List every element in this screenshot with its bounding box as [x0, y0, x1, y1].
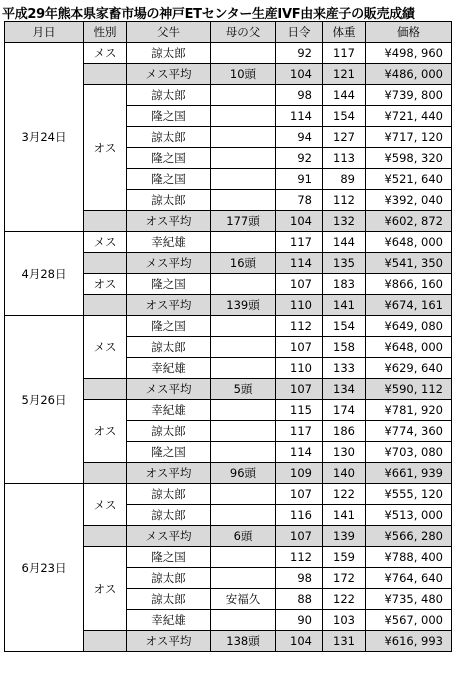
price-cell: ¥616, 993 [366, 631, 452, 652]
price-cell: ¥567, 000 [366, 610, 452, 631]
dam-sire-cell: 139頭 [211, 295, 276, 316]
weight-cell: 141 [323, 295, 366, 316]
sire-cell: 隆之国 [127, 148, 211, 169]
dam-sire-cell [211, 400, 276, 421]
sire-cell: 諒太郎 [127, 190, 211, 211]
dam-sire-cell [211, 568, 276, 589]
header-price: 価格 [366, 22, 452, 43]
sire-cell: 幸紀雄 [127, 232, 211, 253]
sire-cell: 諒太郎 [127, 505, 211, 526]
age-cell: 90 [276, 610, 323, 631]
sex-cell [84, 253, 127, 274]
weight-cell: 159 [323, 547, 366, 568]
weight-cell: 132 [323, 211, 366, 232]
sire-cell: オス平均 [127, 211, 211, 232]
price-cell: ¥629, 640 [366, 358, 452, 379]
age-cell: 107 [276, 526, 323, 547]
weight-cell: 144 [323, 85, 366, 106]
sire-cell: メス平均 [127, 253, 211, 274]
header-row [5, 22, 452, 43]
dam-sire-cell [211, 169, 276, 190]
date-cell: 6月23日 [5, 484, 84, 652]
weight-cell: 89 [323, 169, 366, 190]
dam-sire-cell [211, 484, 276, 505]
sex-cell [84, 211, 127, 232]
age-cell: 94 [276, 127, 323, 148]
header-date: 月日 [5, 22, 84, 43]
price-cell: ¥392, 040 [366, 190, 452, 211]
sex-cell: オス [84, 400, 127, 463]
sire-cell: 諒太郎 [127, 421, 211, 442]
age-cell: 98 [276, 85, 323, 106]
dam-sire-cell: 6頭 [211, 526, 276, 547]
dam-sire-cell: 16頭 [211, 253, 276, 274]
date-cell: 3月24日 [5, 43, 84, 232]
sire-cell: 諒太郎 [127, 127, 211, 148]
sales-table [4, 21, 452, 652]
sex-cell [84, 631, 127, 652]
sire-cell: メス平均 [127, 526, 211, 547]
price-cell: ¥717, 120 [366, 127, 452, 148]
price-cell: ¥674, 161 [366, 295, 452, 316]
weight-cell: 117 [323, 43, 366, 64]
dam-sire-cell: 138頭 [211, 631, 276, 652]
sire-cell: 隆之国 [127, 274, 211, 295]
dam-sire-cell: 10頭 [211, 64, 276, 85]
price-cell: ¥648, 000 [366, 232, 452, 253]
price-cell: ¥866, 160 [366, 274, 452, 295]
dam-sire-cell [211, 106, 276, 127]
dam-sire-cell [211, 421, 276, 442]
price-cell: ¥648, 000 [366, 337, 452, 358]
age-cell: 104 [276, 64, 323, 85]
age-cell: 114 [276, 106, 323, 127]
weight-cell: 154 [323, 316, 366, 337]
dam-sire-cell [211, 43, 276, 64]
sire-cell: オス平均 [127, 631, 211, 652]
dam-sire-cell [211, 148, 276, 169]
table-row [5, 43, 452, 64]
sire-cell: 諒太郎 [127, 589, 211, 610]
age-cell: 114 [276, 442, 323, 463]
age-cell: 115 [276, 400, 323, 421]
dam-sire-cell [211, 316, 276, 337]
age-cell: 107 [276, 379, 323, 400]
age-cell: 107 [276, 484, 323, 505]
dam-sire-cell [211, 274, 276, 295]
dam-sire-cell [211, 85, 276, 106]
sex-cell [84, 295, 127, 316]
price-cell: ¥602, 872 [366, 211, 452, 232]
age-cell: 104 [276, 631, 323, 652]
age-cell: 109 [276, 463, 323, 484]
weight-cell: 134 [323, 379, 366, 400]
weight-cell: 140 [323, 463, 366, 484]
price-cell: ¥555, 120 [366, 484, 452, 505]
date-cell: 5月26日 [5, 316, 84, 484]
dam-sire-cell [211, 505, 276, 526]
weight-cell: 112 [323, 190, 366, 211]
age-cell: 116 [276, 505, 323, 526]
price-cell: ¥661, 939 [366, 463, 452, 484]
sire-cell: 諒太郎 [127, 484, 211, 505]
age-cell: 91 [276, 169, 323, 190]
age-cell: 107 [276, 337, 323, 358]
weight-cell: 133 [323, 358, 366, 379]
header-sex: 性別 [84, 22, 127, 43]
price-cell: ¥486, 000 [366, 64, 452, 85]
age-cell: 92 [276, 43, 323, 64]
sire-cell: 隆之国 [127, 547, 211, 568]
sire-cell: 幸紀雄 [127, 400, 211, 421]
header-weight: 体重 [323, 22, 366, 43]
dam-sire-cell: 96頭 [211, 463, 276, 484]
table-row [5, 316, 452, 337]
price-cell: ¥498, 960 [366, 43, 452, 64]
weight-cell: 122 [323, 484, 366, 505]
weight-cell: 130 [323, 442, 366, 463]
sire-cell: メス平均 [127, 64, 211, 85]
sire-cell: メス平均 [127, 379, 211, 400]
weight-cell: 127 [323, 127, 366, 148]
sire-cell: オス平均 [127, 295, 211, 316]
weight-cell: 135 [323, 253, 366, 274]
age-cell: 98 [276, 568, 323, 589]
weight-cell: 183 [323, 274, 366, 295]
header-age: 日令 [276, 22, 323, 43]
age-cell: 117 [276, 421, 323, 442]
age-cell: 117 [276, 232, 323, 253]
sire-cell: 諒太郎 [127, 568, 211, 589]
sex-cell [84, 463, 127, 484]
age-cell: 88 [276, 589, 323, 610]
dam-sire-cell [211, 127, 276, 148]
dam-sire-cell: 177頭 [211, 211, 276, 232]
price-cell: ¥739, 800 [366, 85, 452, 106]
weight-cell: 158 [323, 337, 366, 358]
weight-cell: 122 [323, 589, 366, 610]
price-cell: ¥764, 640 [366, 568, 452, 589]
weight-cell: 131 [323, 631, 366, 652]
price-cell: ¥566, 280 [366, 526, 452, 547]
dam-sire-cell: 安福久 [211, 589, 276, 610]
dam-sire-cell [211, 232, 276, 253]
sex-cell [84, 64, 127, 85]
weight-cell: 139 [323, 526, 366, 547]
sire-cell: 諒太郎 [127, 85, 211, 106]
age-cell: 112 [276, 547, 323, 568]
dam-sire-cell [211, 610, 276, 631]
age-cell: 107 [276, 274, 323, 295]
price-cell: ¥521, 640 [366, 169, 452, 190]
date-cell: 4月28日 [5, 232, 84, 316]
weight-cell: 144 [323, 232, 366, 253]
age-cell: 112 [276, 316, 323, 337]
dam-sire-cell [211, 337, 276, 358]
sire-cell: 隆之国 [127, 442, 211, 463]
sex-cell [84, 526, 127, 547]
price-cell: ¥649, 080 [366, 316, 452, 337]
weight-cell: 121 [323, 64, 366, 85]
price-cell: ¥788, 400 [366, 547, 452, 568]
weight-cell: 186 [323, 421, 366, 442]
age-cell: 114 [276, 253, 323, 274]
sire-cell: 幸紀雄 [127, 358, 211, 379]
price-cell: ¥541, 350 [366, 253, 452, 274]
price-cell: ¥721, 440 [366, 106, 452, 127]
age-cell: 92 [276, 148, 323, 169]
dam-sire-cell: 5頭 [211, 379, 276, 400]
weight-cell: 141 [323, 505, 366, 526]
dam-sire-cell [211, 547, 276, 568]
header-sire: 父牛 [127, 22, 211, 43]
sex-cell: オス [84, 85, 127, 211]
price-cell: ¥735, 480 [366, 589, 452, 610]
sex-cell: メス [84, 232, 127, 253]
weight-cell: 172 [323, 568, 366, 589]
sire-cell: 隆之国 [127, 316, 211, 337]
age-cell: 110 [276, 358, 323, 379]
price-cell: ¥774, 360 [366, 421, 452, 442]
sire-cell: 諒太郎 [127, 43, 211, 64]
dam-sire-cell [211, 358, 276, 379]
age-cell: 110 [276, 295, 323, 316]
weight-cell: 154 [323, 106, 366, 127]
sex-cell [84, 379, 127, 400]
price-cell: ¥598, 320 [366, 148, 452, 169]
sex-cell: メス [84, 43, 127, 64]
sire-cell: 諒太郎 [127, 337, 211, 358]
weight-cell: 174 [323, 400, 366, 421]
price-cell: ¥781, 920 [366, 400, 452, 421]
sire-cell: 隆之国 [127, 106, 211, 127]
price-cell: ¥703, 080 [366, 442, 452, 463]
dam-sire-cell [211, 442, 276, 463]
price-cell: ¥590, 112 [366, 379, 452, 400]
age-cell: 104 [276, 211, 323, 232]
sire-cell: 幸紀雄 [127, 610, 211, 631]
dam-sire-cell [211, 190, 276, 211]
weight-cell: 113 [323, 148, 366, 169]
age-cell: 78 [276, 190, 323, 211]
price-cell: ¥513, 000 [366, 505, 452, 526]
sex-cell: メス [84, 316, 127, 379]
sire-cell: 隆之国 [127, 169, 211, 190]
sire-cell: オス平均 [127, 463, 211, 484]
sex-cell: オス [84, 547, 127, 631]
weight-cell: 103 [323, 610, 366, 631]
table-row [5, 232, 452, 253]
sex-cell: オス [84, 274, 127, 295]
page-title: 平成29年熊本県家畜市場の神戸ETセンター生産IVF由来産子の販売成績 [2, 7, 415, 22]
sex-cell: メス [84, 484, 127, 526]
table-row [5, 484, 452, 505]
header-dam-sire: 母の父 [211, 22, 276, 43]
